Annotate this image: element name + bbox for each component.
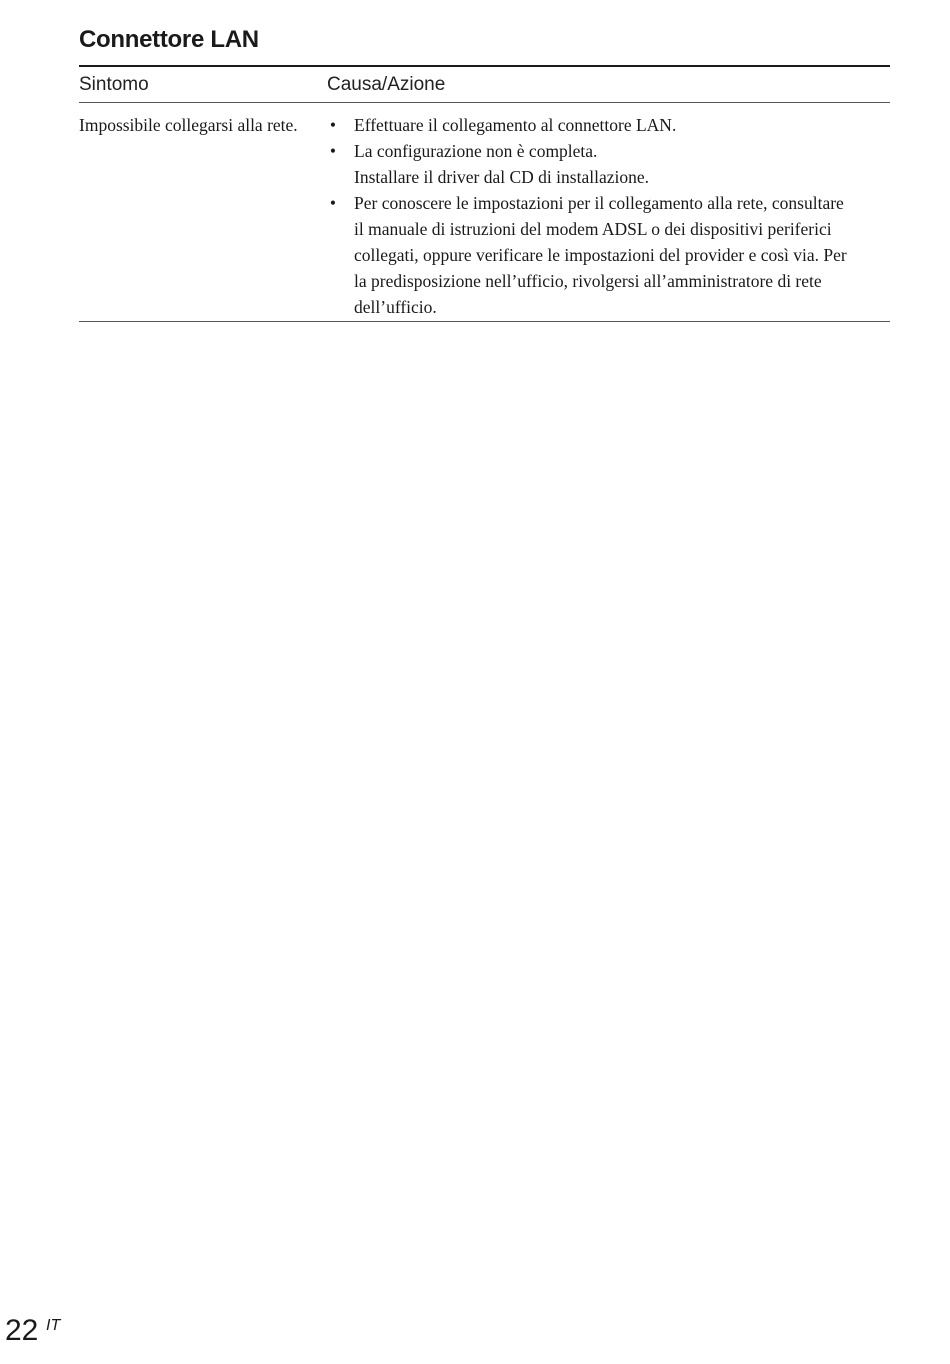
bullet-icon: •: [329, 115, 337, 135]
cause-text-line: Installare il driver dal CD di installazione.: [354, 167, 649, 187]
cause-text-line: Per conoscere le impostazioni per il collegamento alla rete, consultare: [354, 193, 844, 213]
column-header-symptom: Sintomo: [79, 74, 149, 95]
column-header-cause: Causa/Azione: [327, 74, 446, 95]
table-bottom-rule: [79, 321, 890, 322]
cause-action-list: [327, 112, 887, 320]
section-title: Connettore LAN: [79, 26, 259, 53]
table-header-rule: [79, 102, 890, 103]
cause-item: [327, 138, 887, 190]
cause-text-line: dell’ufficio.: [354, 297, 437, 317]
symptom-cell: Impossibile collegarsi alla rete.: [79, 115, 298, 135]
cause-text-line: Effettuare il collegamento al connettore LAN.: [354, 115, 677, 135]
page-language-code: IT: [46, 1317, 61, 1334]
cause-text-line: collegati, oppure verificare le impostazioni del provider e così via. Per: [354, 245, 847, 265]
page-number: 22: [5, 1314, 39, 1347]
table-top-rule: [79, 65, 890, 67]
cause-text-line: la predisposizione nell’ufficio, rivolgersi all’amministratore di rete: [354, 271, 822, 291]
cause-item: [327, 112, 887, 138]
cause-text-line: il manuale di istruzioni del modem ADSL o dei dispositivi periferici: [354, 219, 832, 239]
cause-text-line: La configurazione non è completa.: [354, 141, 598, 161]
cause-item: [327, 190, 887, 320]
bullet-icon: •: [329, 193, 337, 213]
bullet-icon: •: [329, 141, 337, 161]
